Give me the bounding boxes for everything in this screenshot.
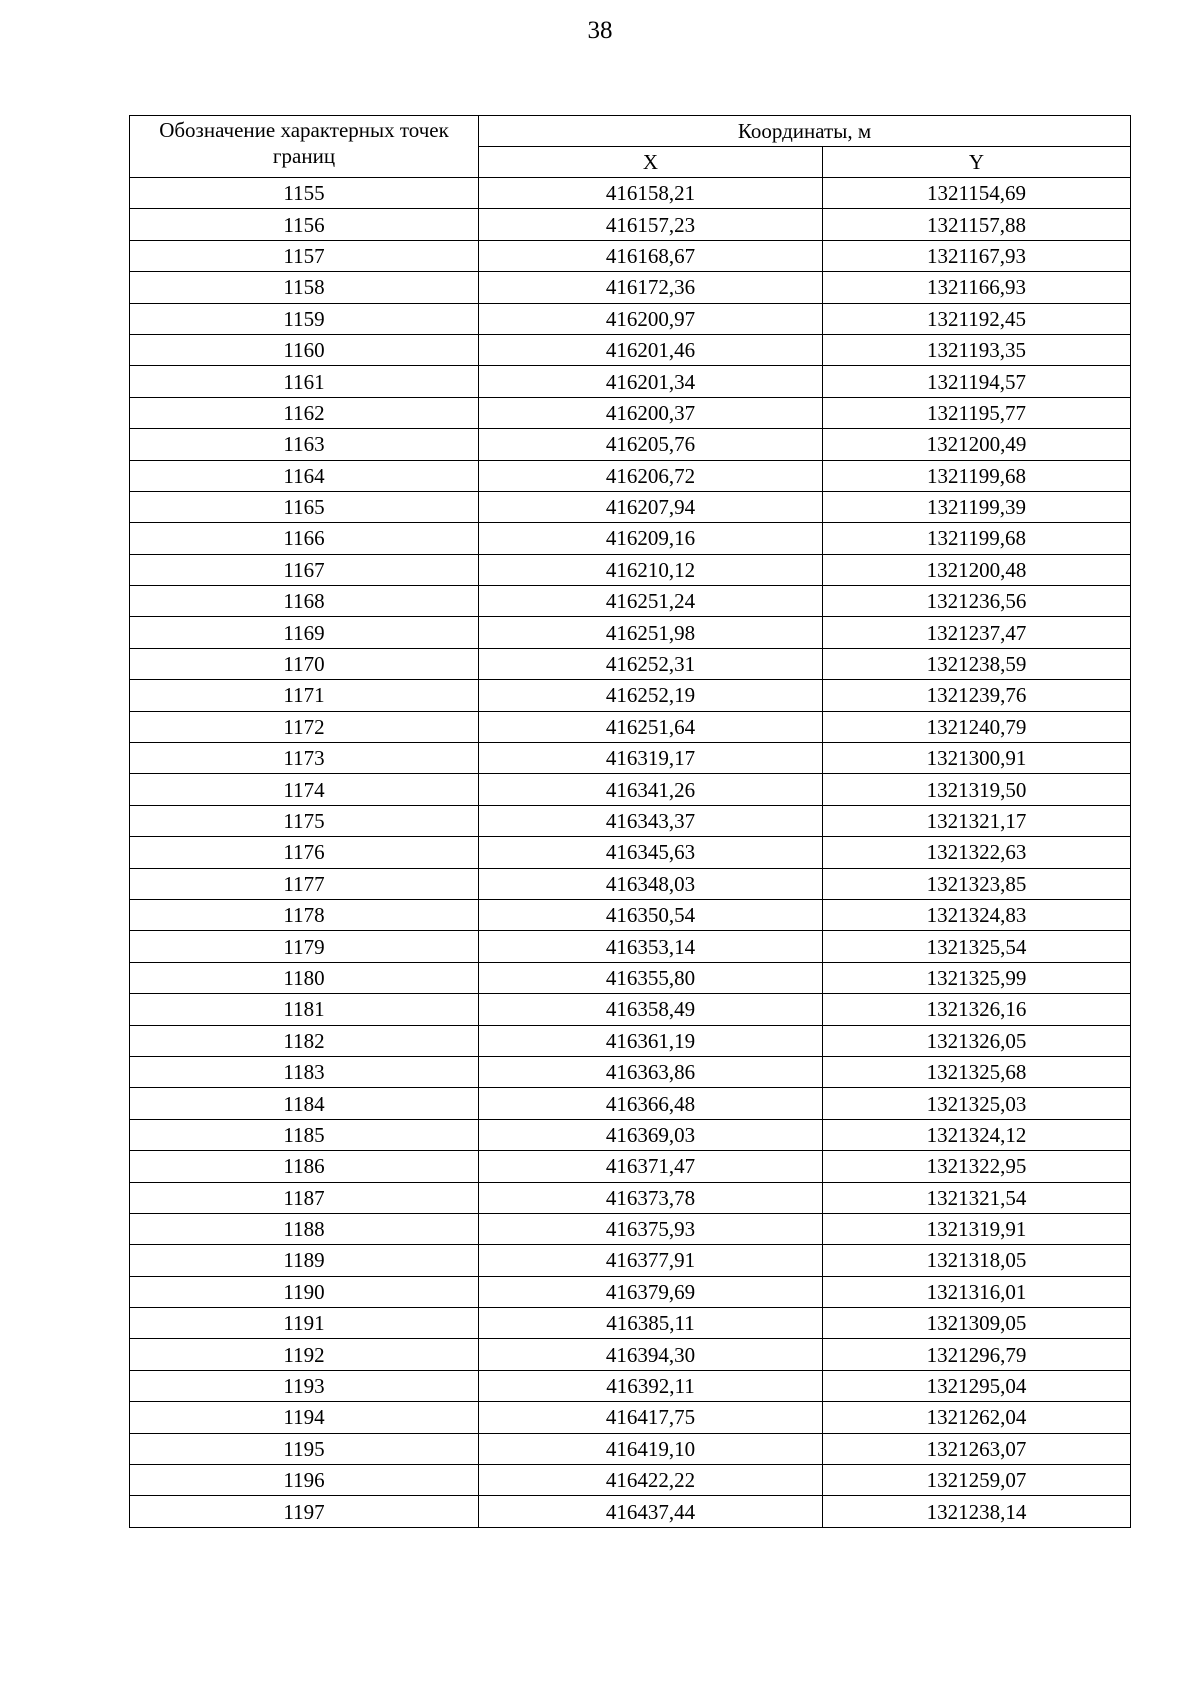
x-coordinate-cell: 416361,19 xyxy=(479,1025,823,1056)
y-coordinate-cell: 1321318,05 xyxy=(823,1245,1131,1276)
x-coordinate-cell: 416168,67 xyxy=(479,240,823,271)
table-row xyxy=(130,868,1131,899)
table-row xyxy=(130,1496,1131,1527)
y-coordinate-cell: 1321323,85 xyxy=(823,868,1131,899)
point-id-cell: 1166 xyxy=(130,523,479,554)
x-coordinate-cell: 416355,80 xyxy=(479,962,823,993)
point-id-cell: 1192 xyxy=(130,1339,479,1370)
y-coordinate-cell: 1321240,79 xyxy=(823,711,1131,742)
point-id-cell: 1184 xyxy=(130,1088,479,1119)
point-id-cell: 1162 xyxy=(130,397,479,428)
point-id-cell: 1155 xyxy=(130,178,479,209)
y-coordinate-cell: 1321157,88 xyxy=(823,209,1131,240)
point-id-cell: 1182 xyxy=(130,1025,479,1056)
point-id-cell: 1183 xyxy=(130,1056,479,1087)
point-id-cell: 1181 xyxy=(130,994,479,1025)
x-coordinate-cell: 416353,14 xyxy=(479,931,823,962)
table-row xyxy=(130,1370,1131,1401)
y-coordinate-cell: 1321316,01 xyxy=(823,1276,1131,1307)
table-row xyxy=(130,805,1131,836)
point-id-cell: 1170 xyxy=(130,648,479,679)
point-id-cell: 1174 xyxy=(130,774,479,805)
x-coordinate-cell: 416417,75 xyxy=(479,1402,823,1433)
y-coordinate-cell: 1321324,83 xyxy=(823,899,1131,930)
point-id-cell: 1177 xyxy=(130,868,479,899)
table-row xyxy=(130,1213,1131,1244)
point-id-cell: 1158 xyxy=(130,272,479,303)
x-coordinate-cell: 416343,37 xyxy=(479,805,823,836)
point-id-cell: 1197 xyxy=(130,1496,479,1527)
header-y: Y xyxy=(823,147,1131,178)
y-coordinate-cell: 1321239,76 xyxy=(823,680,1131,711)
point-id-cell: 1176 xyxy=(130,837,479,868)
y-coordinate-cell: 1321199,68 xyxy=(823,460,1131,491)
x-coordinate-cell: 416209,16 xyxy=(479,523,823,554)
table-row xyxy=(130,178,1131,209)
point-id-cell: 1193 xyxy=(130,1370,479,1401)
point-id-cell: 1161 xyxy=(130,366,479,397)
point-id-cell: 1171 xyxy=(130,680,479,711)
y-coordinate-cell: 1321296,79 xyxy=(823,1339,1131,1370)
x-coordinate-cell: 416206,72 xyxy=(479,460,823,491)
header-x: X xyxy=(479,147,823,178)
table-row xyxy=(130,931,1131,962)
table-row xyxy=(130,617,1131,648)
y-coordinate-cell: 1321325,03 xyxy=(823,1088,1131,1119)
point-id-cell: 1164 xyxy=(130,460,479,491)
y-coordinate-cell: 1321262,04 xyxy=(823,1402,1131,1433)
table-row xyxy=(130,334,1131,365)
point-id-cell: 1179 xyxy=(130,931,479,962)
x-coordinate-cell: 416319,17 xyxy=(479,743,823,774)
table-row xyxy=(130,1402,1131,1433)
coordinates-table xyxy=(129,115,1131,1528)
y-coordinate-cell: 1321193,35 xyxy=(823,334,1131,365)
x-coordinate-cell: 416348,03 xyxy=(479,868,823,899)
point-id-cell: 1157 xyxy=(130,240,479,271)
page-number: 38 xyxy=(587,17,613,44)
point-id-cell: 1159 xyxy=(130,303,479,334)
x-coordinate-cell: 416419,10 xyxy=(479,1433,823,1464)
table-row xyxy=(130,1088,1131,1119)
table-row xyxy=(130,648,1131,679)
x-coordinate-cell: 416371,47 xyxy=(479,1151,823,1182)
table-row xyxy=(130,1339,1131,1370)
point-id-cell: 1191 xyxy=(130,1308,479,1339)
y-coordinate-cell: 1321194,57 xyxy=(823,366,1131,397)
table-row xyxy=(130,272,1131,303)
point-id-cell: 1156 xyxy=(130,209,479,240)
y-coordinate-cell: 1321199,68 xyxy=(823,523,1131,554)
point-id-cell: 1190 xyxy=(130,1276,479,1307)
x-coordinate-cell: 416252,31 xyxy=(479,648,823,679)
point-id-cell: 1167 xyxy=(130,554,479,585)
x-coordinate-cell: 416341,26 xyxy=(479,774,823,805)
x-coordinate-cell: 416437,44 xyxy=(479,1496,823,1527)
y-coordinate-cell: 1321309,05 xyxy=(823,1308,1131,1339)
table-row xyxy=(130,1308,1131,1339)
table-row xyxy=(130,429,1131,460)
x-coordinate-cell: 416157,23 xyxy=(479,209,823,240)
x-coordinate-cell: 416394,30 xyxy=(479,1339,823,1370)
x-coordinate-cell: 416172,36 xyxy=(479,272,823,303)
y-coordinate-cell: 1321322,95 xyxy=(823,1151,1131,1182)
header-point-designation: Обозначение характерных точек границ xyxy=(130,116,479,178)
table-row xyxy=(130,837,1131,868)
header-coordinates: Координаты, м xyxy=(479,116,1131,147)
x-coordinate-cell: 416251,64 xyxy=(479,711,823,742)
table-row xyxy=(130,523,1131,554)
table-row xyxy=(130,491,1131,522)
table-row xyxy=(130,774,1131,805)
y-coordinate-cell: 1321238,59 xyxy=(823,648,1131,679)
y-coordinate-cell: 1321326,16 xyxy=(823,994,1131,1025)
x-coordinate-cell: 416251,24 xyxy=(479,586,823,617)
y-coordinate-cell: 1321325,54 xyxy=(823,931,1131,962)
table-row xyxy=(130,899,1131,930)
x-coordinate-cell: 416201,46 xyxy=(479,334,823,365)
x-coordinate-cell: 416375,93 xyxy=(479,1213,823,1244)
point-id-cell: 1186 xyxy=(130,1151,479,1182)
x-coordinate-cell: 416385,11 xyxy=(479,1308,823,1339)
x-coordinate-cell: 416210,12 xyxy=(479,554,823,585)
y-coordinate-cell: 1321325,99 xyxy=(823,962,1131,993)
y-coordinate-cell: 1321195,77 xyxy=(823,397,1131,428)
y-coordinate-cell: 1321322,63 xyxy=(823,837,1131,868)
table-row xyxy=(130,1151,1131,1182)
x-coordinate-cell: 416369,03 xyxy=(479,1119,823,1150)
x-coordinate-cell: 416377,91 xyxy=(479,1245,823,1276)
table-row xyxy=(130,240,1131,271)
table-row xyxy=(130,1182,1131,1213)
y-coordinate-cell: 1321236,56 xyxy=(823,586,1131,617)
table-row xyxy=(130,397,1131,428)
table-row xyxy=(130,1433,1131,1464)
table-row xyxy=(130,554,1131,585)
table-row xyxy=(130,460,1131,491)
table-body xyxy=(130,178,1131,1528)
x-coordinate-cell: 416345,63 xyxy=(479,837,823,868)
x-coordinate-cell: 416200,97 xyxy=(479,303,823,334)
x-coordinate-cell: 416366,48 xyxy=(479,1088,823,1119)
table-row xyxy=(130,1056,1131,1087)
x-coordinate-cell: 416207,94 xyxy=(479,491,823,522)
table-row xyxy=(130,209,1131,240)
x-coordinate-cell: 416201,34 xyxy=(479,366,823,397)
y-coordinate-cell: 1321325,68 xyxy=(823,1056,1131,1087)
y-coordinate-cell: 1321326,05 xyxy=(823,1025,1131,1056)
table-row xyxy=(130,962,1131,993)
y-coordinate-cell: 1321300,91 xyxy=(823,743,1131,774)
y-coordinate-cell: 1321154,69 xyxy=(823,178,1131,209)
x-coordinate-cell: 416252,19 xyxy=(479,680,823,711)
point-id-cell: 1188 xyxy=(130,1213,479,1244)
y-coordinate-cell: 1321263,07 xyxy=(823,1433,1131,1464)
table-row xyxy=(130,711,1131,742)
point-id-cell: 1169 xyxy=(130,617,479,648)
table-row xyxy=(130,1465,1131,1496)
y-coordinate-cell: 1321238,14 xyxy=(823,1496,1131,1527)
y-coordinate-cell: 1321319,91 xyxy=(823,1213,1131,1244)
y-coordinate-cell: 1321200,49 xyxy=(823,429,1131,460)
y-coordinate-cell: 1321167,93 xyxy=(823,240,1131,271)
x-coordinate-cell: 416379,69 xyxy=(479,1276,823,1307)
y-coordinate-cell: 1321199,39 xyxy=(823,491,1131,522)
point-id-cell: 1194 xyxy=(130,1402,479,1433)
table-header xyxy=(130,116,1131,178)
x-coordinate-cell: 416200,37 xyxy=(479,397,823,428)
point-id-cell: 1168 xyxy=(130,586,479,617)
point-id-cell: 1185 xyxy=(130,1119,479,1150)
y-coordinate-cell: 1321295,04 xyxy=(823,1370,1131,1401)
y-coordinate-cell: 1321166,93 xyxy=(823,272,1131,303)
point-id-cell: 1180 xyxy=(130,962,479,993)
y-coordinate-cell: 1321321,54 xyxy=(823,1182,1131,1213)
table-row xyxy=(130,1025,1131,1056)
x-coordinate-cell: 416350,54 xyxy=(479,899,823,930)
x-coordinate-cell: 416358,49 xyxy=(479,994,823,1025)
point-id-cell: 1187 xyxy=(130,1182,479,1213)
table-row xyxy=(130,1245,1131,1276)
point-id-cell: 1189 xyxy=(130,1245,479,1276)
x-coordinate-cell: 416205,76 xyxy=(479,429,823,460)
x-coordinate-cell: 416392,11 xyxy=(479,1370,823,1401)
table-row xyxy=(130,680,1131,711)
y-coordinate-cell: 1321319,50 xyxy=(823,774,1131,805)
table-row xyxy=(130,743,1131,774)
y-coordinate-cell: 1321321,17 xyxy=(823,805,1131,836)
point-id-cell: 1195 xyxy=(130,1433,479,1464)
table-row xyxy=(130,303,1131,334)
x-coordinate-cell: 416251,98 xyxy=(479,617,823,648)
x-coordinate-cell: 416158,21 xyxy=(479,178,823,209)
point-id-cell: 1175 xyxy=(130,805,479,836)
table-row xyxy=(130,366,1131,397)
point-id-cell: 1165 xyxy=(130,491,479,522)
table-row xyxy=(130,1119,1131,1150)
point-id-cell: 1196 xyxy=(130,1465,479,1496)
table-row xyxy=(130,586,1131,617)
point-id-cell: 1160 xyxy=(130,334,479,365)
y-coordinate-cell: 1321200,48 xyxy=(823,554,1131,585)
x-coordinate-cell: 416363,86 xyxy=(479,1056,823,1087)
y-coordinate-cell: 1321192,45 xyxy=(823,303,1131,334)
point-id-cell: 1163 xyxy=(130,429,479,460)
point-id-cell: 1173 xyxy=(130,743,479,774)
y-coordinate-cell: 1321237,47 xyxy=(823,617,1131,648)
table-row xyxy=(130,994,1131,1025)
point-id-cell: 1178 xyxy=(130,899,479,930)
x-coordinate-cell: 416373,78 xyxy=(479,1182,823,1213)
point-id-cell: 1172 xyxy=(130,711,479,742)
x-coordinate-cell: 416422,22 xyxy=(479,1465,823,1496)
y-coordinate-cell: 1321259,07 xyxy=(823,1465,1131,1496)
table-row xyxy=(130,1276,1131,1307)
y-coordinate-cell: 1321324,12 xyxy=(823,1119,1131,1150)
